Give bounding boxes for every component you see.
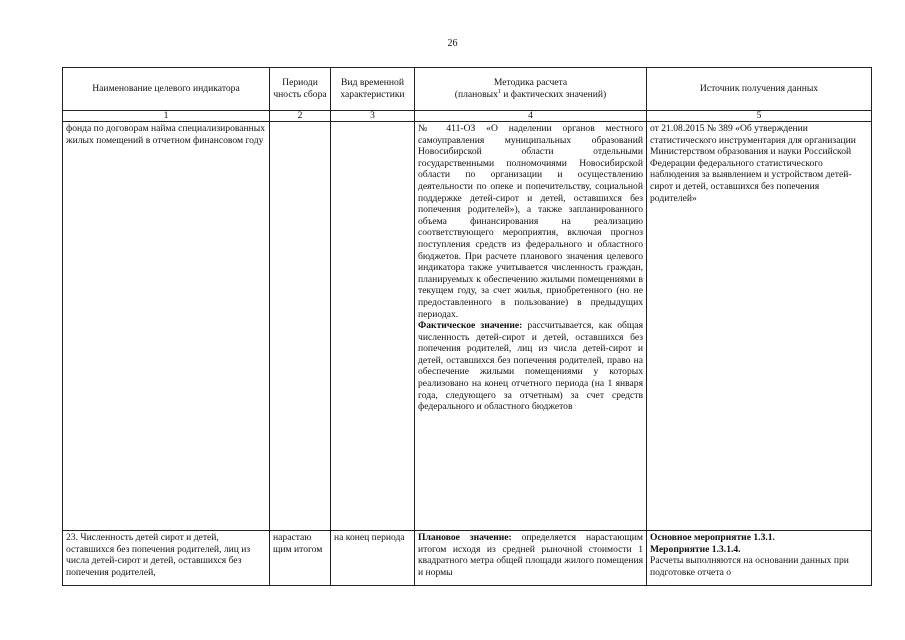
- page-number: 26: [447, 38, 458, 49]
- fact-value-text: рассчитывается, как общая численность детей-сирот и детей, оставшихся без попечения родителей, лиц из числа детей-сирот и детей, оставшихся без попечения родителей, право на обеспечение жилыми помещениями у которых реализовано на конец отчетного периода (на 1 января года, следующего за отчетным) за счет средств федерального и областного бюджетов: [418, 320, 643, 413]
- column-number: 5: [647, 111, 872, 122]
- fact-value-label: Фактическое значение:: [418, 320, 523, 332]
- header-method-line2a: (плановых: [454, 89, 498, 100]
- header-data-source: Источник получения данных: [647, 68, 872, 111]
- cell-data-source: от 21.08.2015 № 389 «Об утверждении статистического инструментария для организации Министерством образования и науки Российской Федерации федерального статистического наблюдения за выявлением и устройством детей-сирот и детей, оставшихся без попечения родителей»: [647, 122, 872, 531]
- cell-indicator-name: 23. Численность детей сирот и детей, оставшихся без попечения родителей, лиц из числа детей-сирот и детей, оставшихся без попечения родителей,: [63, 531, 270, 586]
- header-calculation-method: [415, 68, 647, 111]
- column-number: 3: [331, 111, 415, 122]
- plan-value-text: определяется нарастающим итогом исходя из средней рыночной стоимости 1 квадратного метра общей площади жилого помещения и нормы: [418, 532, 643, 578]
- header-periodicity: Периоди чность сбора: [270, 68, 331, 111]
- cell-data-source: [647, 531, 872, 586]
- table-row: [63, 531, 872, 586]
- column-number: 2: [270, 111, 331, 122]
- cell-indicator-name: фонда по договорам найма специализированных жилых помещений в отчетном финансовом году: [63, 122, 270, 531]
- cell-time-characteristic: на конец периода: [331, 531, 415, 586]
- activity-label: Мероприятие 1.3.1.4.: [650, 543, 741, 555]
- method-text: № 411-ОЗ «О наделении органов местного самоуправления муниципальных образований Новосибирской области отдельными государственными полномочиями Новосибирской области по организации и осуществлению деятельности по опеке и попечительству, социальной поддержке детей-сирот и детей, оставшихся без попечения родителей»), а также запланированного объема финансирования на реализацию соответствующего мероприятия, включая прогноз поступления средств из федерального и областного бюджетов. При расчете планового значения целевого индикатора также учитывается численность граждан, планируемых к обеспечению жилыми помещениями в текущем году, за счет жилья, приобретенного (но не предоставленного в пользование) в предыдущих периодах.: [418, 123, 643, 320]
- header-indicator-name: Наименование целевого индикатора: [63, 68, 270, 111]
- column-number: 4: [415, 111, 647, 122]
- cell-periodicity: [270, 122, 331, 531]
- indicator-table: [62, 67, 872, 586]
- cell-calculation-method: [415, 531, 647, 586]
- plan-value-label: Плановое значение:: [418, 532, 512, 543]
- cell-time-characteristic: [331, 122, 415, 531]
- column-number: 1: [63, 111, 270, 122]
- table-header-row: [63, 68, 872, 111]
- main-activity-label: Основное мероприятие 1.3.1.: [650, 532, 775, 543]
- cell-periodicity: нарастаю щим итогом: [270, 531, 331, 586]
- column-number-row: [63, 111, 872, 122]
- header-method-line2b: и фактических значений): [500, 89, 607, 100]
- header-method-line1: Методика расчета: [493, 77, 568, 89]
- header-footnote-marker: 1: [497, 88, 501, 95]
- cell-calculation-method: [415, 122, 647, 531]
- header-time-characteristic: Вид временной характеристики: [331, 68, 415, 111]
- table-row: [63, 122, 872, 531]
- source-text: Расчеты выполняются на основании данных при подготовке отчета о: [650, 555, 849, 578]
